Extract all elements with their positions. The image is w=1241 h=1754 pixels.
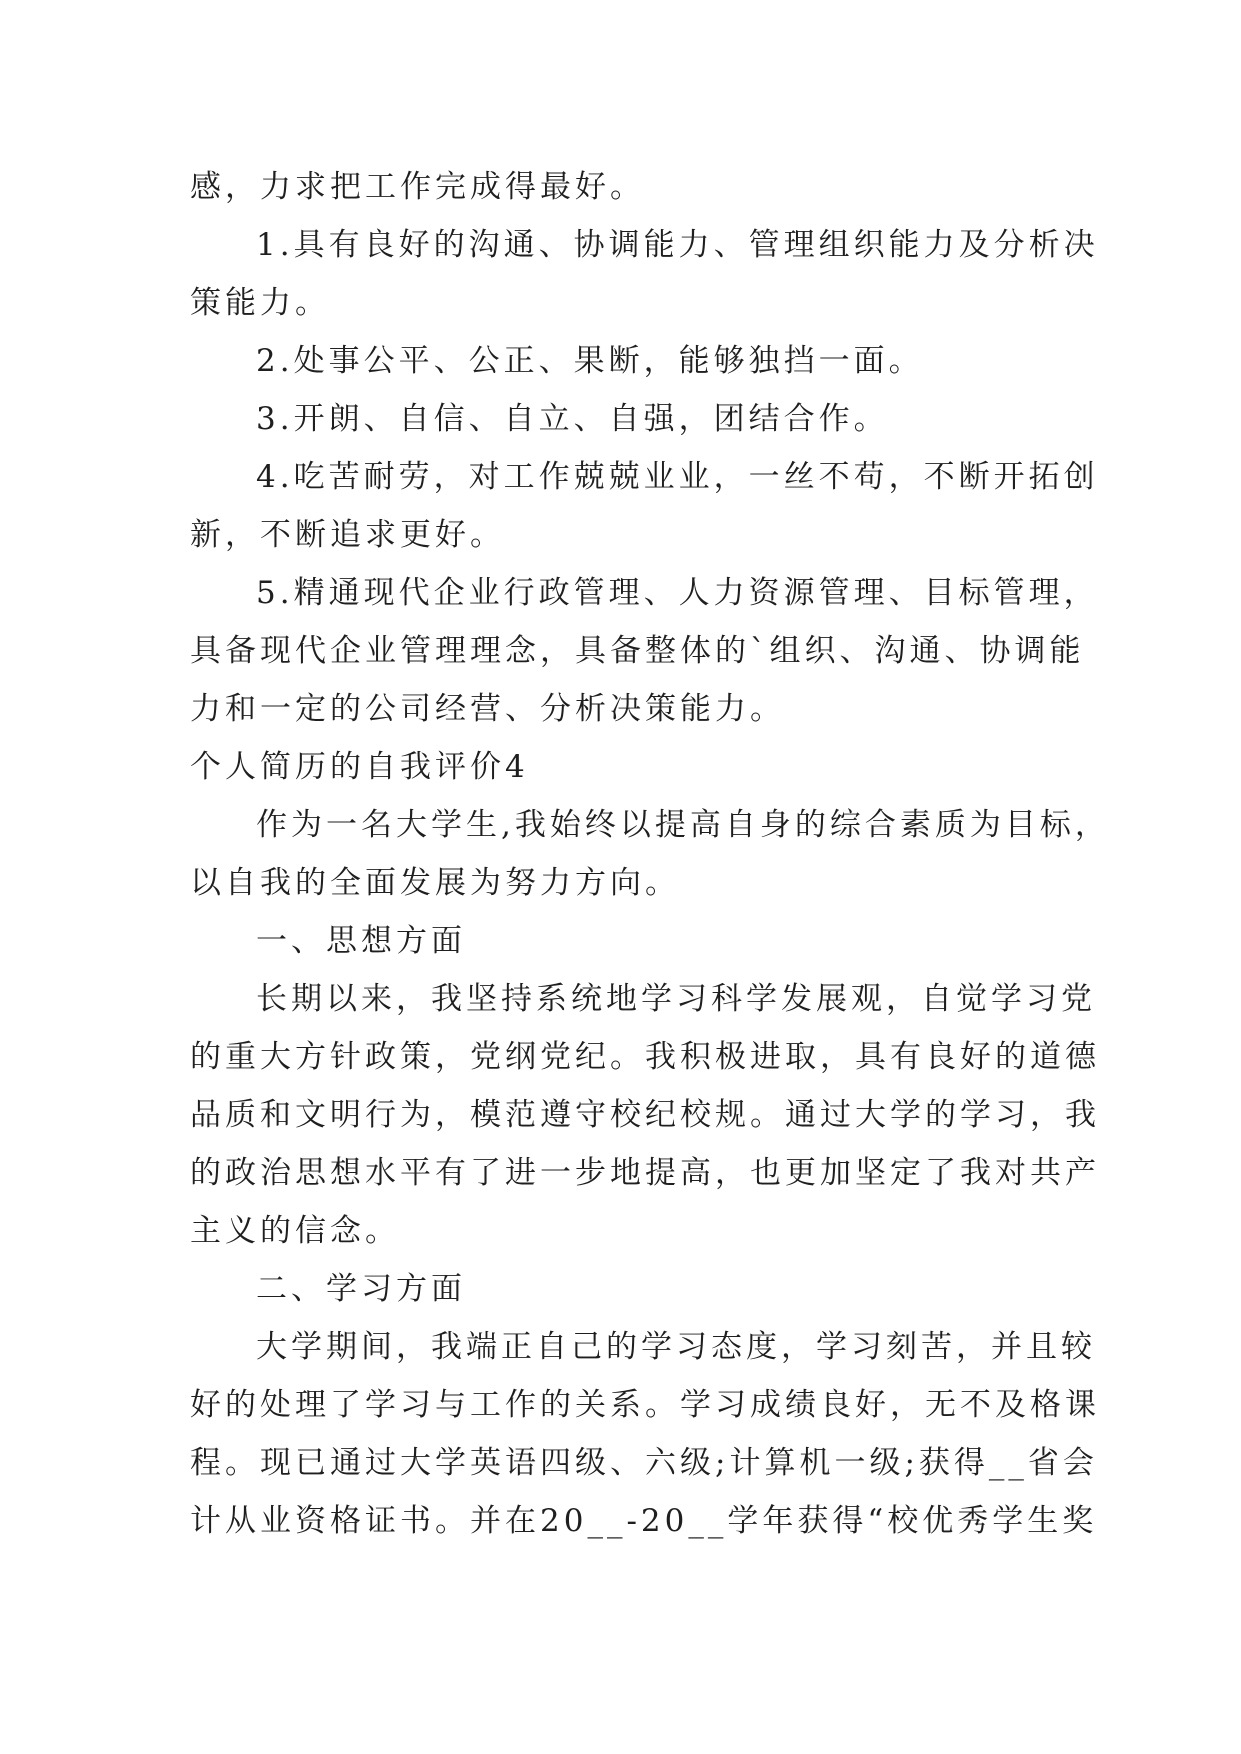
text-line: 大学期间，我端正自己的学习态度，学习刻苦，并且较 bbox=[256, 1329, 1096, 1365]
text-line: 策能力。 bbox=[190, 285, 330, 321]
text-line: 2.处事公平、公正、果断，能够独挡一面。 bbox=[256, 343, 924, 379]
text-line: 1.具有良好的沟通、协调能力、管理组织能力及分析决 bbox=[256, 227, 1099, 263]
text-line: 3.开朗、自信、自立、自强，团结合作。 bbox=[256, 401, 889, 437]
text-line: 力和一定的公司经营、分析决策能力。 bbox=[190, 691, 785, 727]
text-line: 计从业资格证书。并在20__-20__学年获得“校优秀学生奖 bbox=[190, 1503, 1098, 1539]
text-line: 新，不断追求更好。 bbox=[190, 517, 505, 553]
text-line: 主义的信念。 bbox=[190, 1213, 400, 1249]
text-line: 具备现代企业管理理念，具备整体的`组织、沟通、协调能 bbox=[190, 633, 1085, 669]
text-line: 长期以来，我坚持系统地学习科学发展观，自觉学习党 bbox=[256, 981, 1096, 1017]
section-heading: 个人简历的自我评价4 bbox=[190, 749, 529, 785]
text-line: 的重大方针政策，党纲党纪。我积极进取，具有良好的道德 bbox=[190, 1039, 1100, 1075]
text-line: 4.吃苦耐劳，对工作兢兢业业，一丝不苟，不断开拓创 bbox=[256, 459, 1099, 495]
document-body bbox=[190, 158, 1110, 1550]
text-line: 的政治思想水平有了进一步地提高，也更加坚定了我对共产 bbox=[190, 1155, 1100, 1191]
subsection-heading: 二、学习方面 bbox=[256, 1271, 466, 1307]
text-line: 好的处理了学习与工作的关系。学习成绩良好，无不及格课 bbox=[190, 1387, 1100, 1423]
text-line: 程。现已通过大学英语四级、六级;计算机一级;获得__省会 bbox=[190, 1445, 1098, 1481]
text-line: 感，力求把工作完成得最好。 bbox=[190, 169, 645, 205]
text-line: 作为一名大学生,我始终以提高自身的综合素质为目标， bbox=[256, 807, 1110, 843]
subsection-heading: 一、思想方面 bbox=[256, 923, 466, 959]
text-line: 5.精通现代企业行政管理、人力资源管理、目标管理， bbox=[256, 575, 1099, 611]
text-line: 以自我的全面发展为努力方向。 bbox=[190, 865, 680, 901]
text-line: 品质和文明行为，模范遵守校纪校规。通过大学的学习，我 bbox=[190, 1097, 1100, 1133]
